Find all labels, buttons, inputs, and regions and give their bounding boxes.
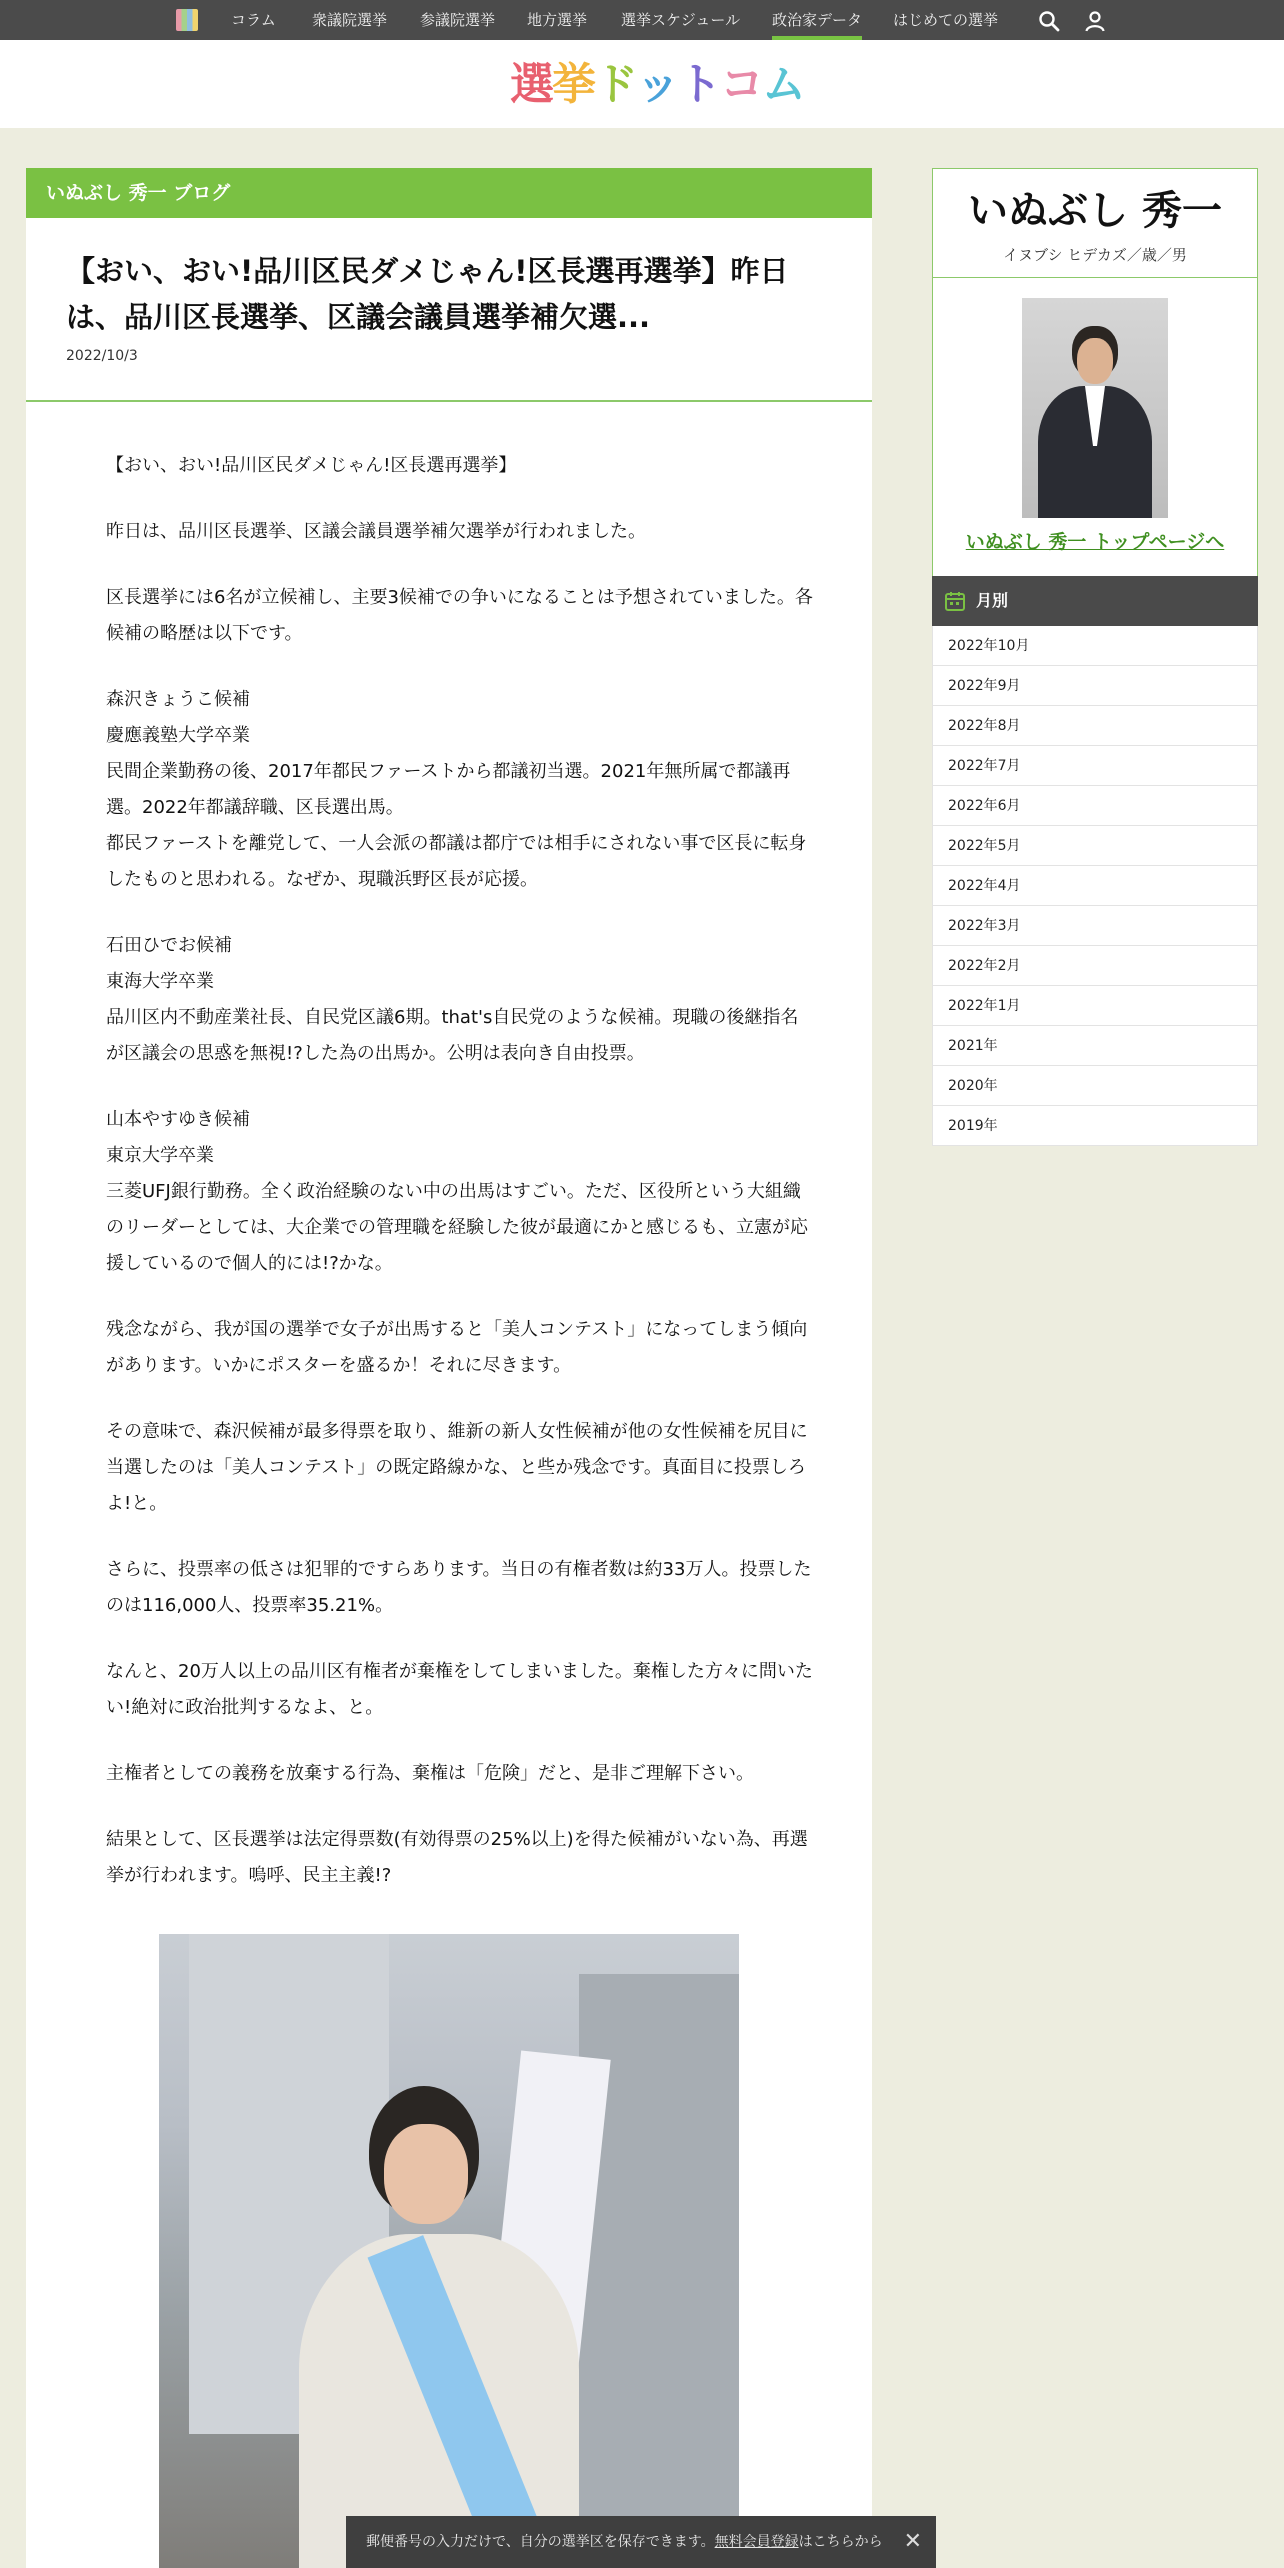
profile-card	[932, 168, 1258, 578]
monthly-archive-item[interactable]: 2021年	[932, 1026, 1258, 1066]
monthly-archive-header	[932, 576, 1258, 626]
brand-char: ド	[594, 59, 636, 110]
monthly-archive-list	[932, 626, 1258, 1146]
article-paragraph: なんと、20万人以上の品川区有権者が棄権をしてしまいました。棄権した方々に問いたい!絶対に政治批判するなよ、と。	[106, 1661, 813, 1718]
article-title: 【おい、おい!品川区民ダメじゃん!区長選再選挙】昨日は、品川区長選挙、区議会議員選挙補欠選...	[66, 254, 789, 334]
brand-char: 挙	[552, 59, 594, 110]
top-nav	[0, 0, 1284, 40]
blog-header-bar[interactable]: いぬぶし 秀一 ブログ	[26, 168, 872, 218]
brand-char: 選	[510, 59, 552, 110]
article-paragraph: 森沢きょうこ候補 慶應義塾大学卒業 民間企業勤務の後、2017年都民ファーストから都議初当選。2021年無所属で都議再選。2022年都議辞職、区長選出馬。 都民ファーストを離党して、一人会派の都議は都庁では相手にされない事で区長に転身したものと思われる。なぜか、現職浜野区長が応援。	[106, 689, 807, 890]
brand-char: ッ	[636, 59, 678, 110]
nav-item-house-of-representatives[interactable]: 衆議院選挙	[312, 11, 388, 29]
monthly-archive-item[interactable]: 2022年9月	[932, 666, 1258, 706]
nav-item-local-elections[interactable]: 地方選挙	[527, 11, 588, 29]
profile-name: いぬぶし 秀一	[968, 188, 1222, 234]
site-logo[interactable]	[510, 58, 804, 112]
monthly-archive-item[interactable]: 2022年10月	[932, 626, 1258, 666]
article-paragraph: その意味で、森沢候補が最多得票を取り、維新の新人女性候補が他の女性候補を尻目に当選したのは「美人コンテスト」の既定路線かな、と些か残念です。真面目に投票しろよ!と。	[106, 1421, 808, 1514]
article-paragraph: 残念ながら、我が国の選挙で女子が出馬すると「美人コンテスト」になってしまう傾向があります。いかにポスターを盛るか！それに尽きます。	[106, 1319, 808, 1376]
monthly-archive-item[interactable]: 2022年7月	[932, 746, 1258, 786]
monthly-archive-item[interactable]: 2022年5月	[932, 826, 1258, 866]
monthly-archive-item[interactable]: 2022年2月	[932, 946, 1258, 986]
search-icon[interactable]	[1037, 9, 1061, 33]
notice-text: 郵便番号の入力だけで、自分の選挙区を保存できます。	[366, 2534, 715, 2550]
monthly-archive-item[interactable]: 2022年6月	[932, 786, 1258, 826]
monthly-archive-item[interactable]: 2022年8月	[932, 706, 1258, 746]
brand-char: ト	[678, 59, 720, 110]
article-paragraph: 【おい、おい!品川区民ダメじゃん!区長選再選挙】	[106, 455, 517, 476]
article-paragraph: 昨日は、品川区長選挙、区議会議員選挙補欠選挙が行われました。	[106, 521, 646, 542]
divider	[933, 277, 1257, 278]
site-header	[0, 40, 1284, 128]
article-paragraph: 結果として、区長選挙は法定得票数(有効得票の25%以上)を得た候補がいない為、再選挙が行われます。嗚呼、民主主義!?	[106, 1829, 808, 1886]
calendar-icon	[944, 590, 966, 612]
monthly-archive-title: 月別	[976, 591, 1009, 610]
blog-article	[26, 168, 872, 2568]
brand-char: コ	[720, 59, 762, 110]
monthly-archive	[932, 576, 1258, 1146]
close-icon[interactable]: ✕	[903, 2529, 922, 2554]
article-body	[106, 448, 816, 1924]
profile-portrait[interactable]	[1022, 298, 1168, 518]
nav-item-first-election[interactable]: はじめての選挙	[893, 11, 999, 29]
article-paragraph: さらに、投票率の低さは犯罪的ですらあります。当日の有権者数は約33万人。投票したのは116,000人、投票率35.21%。	[106, 1559, 812, 1616]
divider	[26, 400, 872, 402]
nav-item-house-of-councillors[interactable]: 参議院選挙	[420, 11, 496, 29]
profile-top-page-link[interactable]: いぬぶし 秀一 トップページへ	[965, 531, 1225, 553]
monthly-archive-item[interactable]: 2022年4月	[932, 866, 1258, 906]
monthly-archive-item[interactable]: 2019年	[932, 1106, 1258, 1146]
monthly-archive-item[interactable]: 2020年	[932, 1066, 1258, 1106]
article-paragraph: 区長選挙には6名が立候補し、主要3候補での争いになることは予想されていました。各候補の略歴は以下です。	[106, 587, 813, 644]
free-registration-link[interactable]: 無料会員登録	[714, 2534, 799, 2550]
monthly-archive-item[interactable]: 2022年3月	[932, 906, 1258, 946]
profile-kana: イヌブシ ヒデカズ／歳／男	[1003, 246, 1187, 264]
notice-text-suffix: はこちらから	[798, 2534, 883, 2550]
member-registration-notice	[346, 2516, 936, 2568]
article-paragraph: 主権者としての義務を放棄する行為、棄権は「危険」だと、是非ご理解下さい。	[106, 1763, 754, 1784]
nav-item-column[interactable]: コラム	[231, 11, 276, 29]
article-photo	[159, 1934, 739, 2568]
nav-item-election-schedule[interactable]: 選挙スケジュール	[621, 11, 741, 29]
site-mini-logo-icon[interactable]	[176, 9, 198, 31]
user-icon[interactable]	[1083, 9, 1107, 33]
article-paragraph: 石田ひでお候補 東海大学卒業 品川区内不動産業社長、自民党区議6期。that's自民党のような候補。現職の後継指名が区議会の思惑を無視!?した為の出馬か。公明は表向き自由投票。	[106, 935, 799, 1064]
nav-item-politician-data[interactable]: 政治家データ	[772, 0, 862, 40]
article-paragraph: 山本やすゆき候補 東京大学卒業 三菱UFJ銀行勤務。全く政治経験のない中の出馬はすごい。ただ、区役所という大組織のリーダーとしては、大企業での管理職を経験した彼が最適にかと感じるも、立憲が応援しているので個人的には!?かな。	[106, 1109, 808, 1274]
monthly-archive-item[interactable]: 2022年1月	[932, 986, 1258, 1026]
brand-char: ム	[762, 59, 804, 110]
article-date: 2022/10/3	[66, 348, 138, 364]
